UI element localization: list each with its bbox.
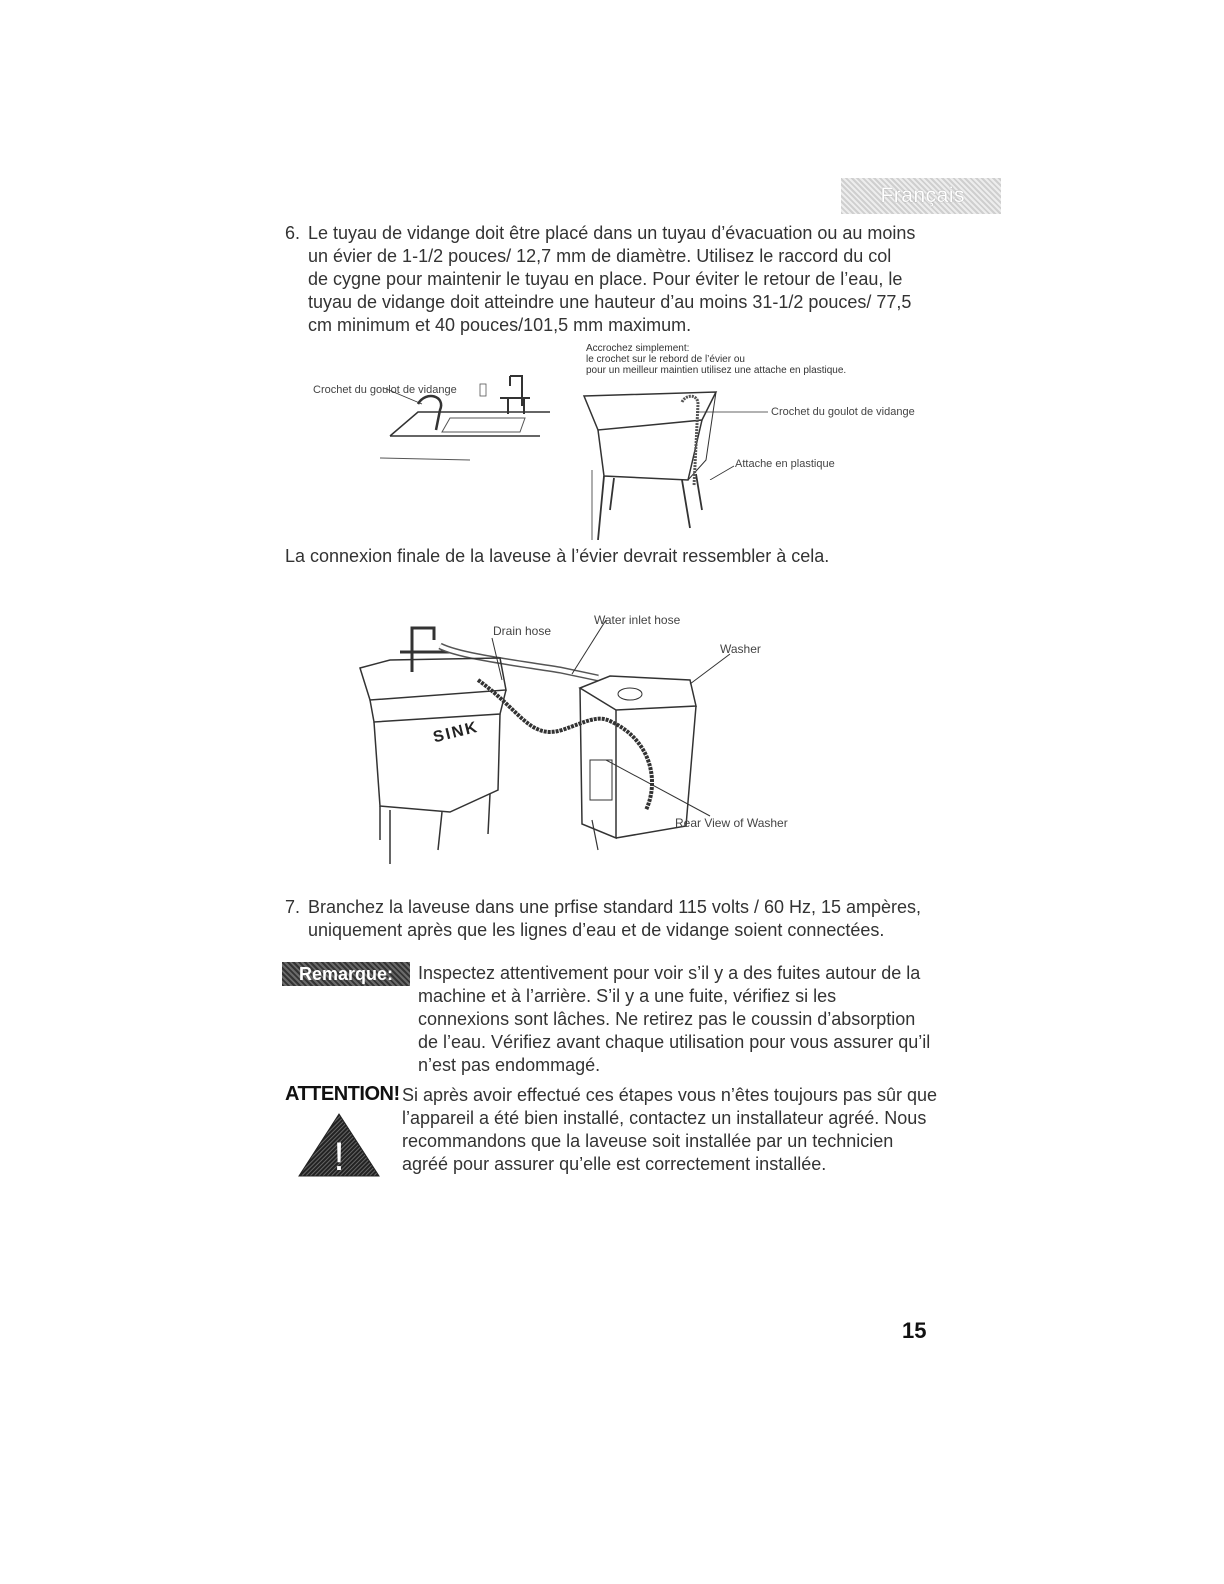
remarque-line: connexions sont lâches. Ne retirez pas le coussin d’absorption [418, 1009, 916, 1029]
right-hook-label: Crochet du goulot de vidange [771, 406, 915, 418]
step-6-line: de cygne pour maintenir le tuyau en place. Pour éviter le retour de l’eau, le [308, 269, 903, 289]
instruction-line: pour un meilleur maintien utilisez une attache en plastique. [586, 365, 847, 376]
washer-label: Washer [720, 642, 761, 656]
attention-title: ATTENTION! [285, 1083, 400, 1105]
step-7-line: Branchez la laveuse dans une prfise standard 115 volts / 60 Hz, 15 ampères, [308, 897, 922, 917]
water-inlet-hose-label: Water inlet hose [594, 613, 681, 627]
step-6-line: Le tuyau de vidange doit être placé dans un tuyau d’évacuation ou au moins [308, 223, 916, 243]
sink-label: SINK [431, 718, 481, 747]
hook-instructions [586, 343, 926, 376]
rear-view-label: Rear View of Washer [675, 816, 788, 830]
remarque-line: de l’eau. Vérifiez avant chaque utilisation pour vous assurer qu’il [418, 1032, 931, 1052]
step-6-line: un évier de 1-1/2 pouces/ 12,7 mm de diamètre. Utilisez le raccord du col [308, 246, 892, 266]
warning-glyph: ! [333, 1135, 345, 1178]
warning-triangle-icon [297, 1112, 381, 1178]
remarque-line: machine et à l’arrière. S’il y a une fuite, vérifiez si les [418, 986, 837, 1006]
attention-line: Si après avoir effectué ces étapes vous n’êtes toujours pas sûr que [402, 1085, 937, 1105]
step-6-number: 6. [285, 223, 301, 243]
remarque-badge: Remarque: [282, 962, 410, 986]
language-tab: Français [841, 178, 1001, 214]
plastic-clip-label: Attache en plastique [735, 458, 835, 470]
instruction-line: Accrochez simplement: [586, 343, 690, 354]
attention-text [402, 1084, 942, 1176]
attention-line: recommandons que la laveuse soit installée par un technicien [402, 1131, 894, 1151]
step-7-number: 7. [285, 897, 301, 917]
remarque-line: Inspectez attentivement pour voir s’il y a des fuites autour de la [418, 963, 921, 983]
step-7-line: uniquement après que les lignes d’eau et de vidange soient connectées. [308, 920, 885, 940]
step-7 [285, 896, 945, 942]
remarque-line: n’est pas endommagé. [418, 1055, 601, 1075]
attention-line: l’appareil a été bien installé, contactez un installateur agréé. Nous [402, 1108, 927, 1128]
left-hook-label: Crochet du goulot de vidange [313, 384, 457, 396]
page-number: 15 [902, 1318, 927, 1343]
drain-hose-label: Drain hose [493, 624, 552, 638]
connection-caption: La connexion finale de la laveuse à l’évier devrait ressembler à cela. [285, 546, 830, 566]
remarque-text [418, 962, 938, 1077]
instruction-line: le crochet sur le rebord de l’évier ou [586, 354, 745, 365]
attention-line: agréé pour assurer qu’elle est correctement installée. [402, 1154, 827, 1174]
sink-washer-illustration [350, 610, 750, 875]
step-6-line: tuyau de vidange doit atteindre une hauteur d’au moins 31-1/2 pouces/ 77,5 [308, 292, 912, 312]
kitchen-sink-illustration [360, 370, 560, 470]
step-6 [285, 222, 945, 337]
step-6-line: cm minimum et 40 pouces/101,5 mm maximum. [308, 315, 692, 335]
